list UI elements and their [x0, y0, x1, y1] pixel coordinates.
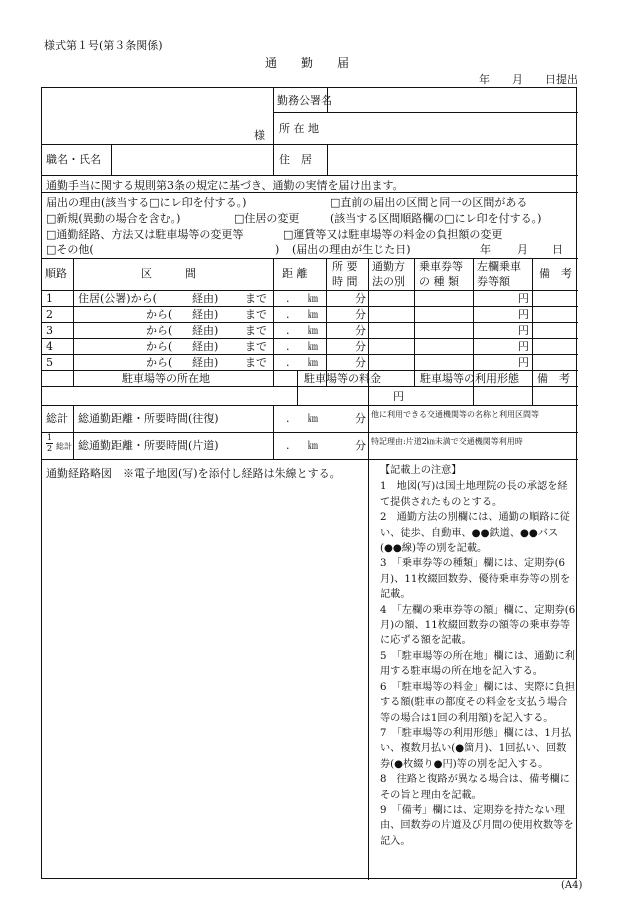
- header-section: 区 間: [141, 267, 196, 280]
- note-item: 2 通勤方法の別欄には、通勤の順路に従い、徒歩、自動車、●●鉄道、●●バス(●●線)等の別を記載。: [380, 512, 570, 555]
- row-distance-dot: .: [286, 340, 290, 353]
- note-item: 5 「駐車場等の所在地」欄には、通勤に利用する駐車場の所在地を記入する。: [380, 650, 575, 678]
- row-from: 住居(公署)から(: [78, 292, 157, 305]
- note-item: 3 「乗車券等の種類」欄には、定期券(6月)、11枚綴回数券、優待乗車券等の別を記載。: [380, 558, 571, 601]
- header-method-top: 通勤方: [372, 260, 405, 273]
- submission-date-line: 年 月 日提出: [479, 73, 578, 86]
- row-to: まで: [245, 324, 267, 337]
- declaration-text: 通勤手当に関する規則第3条の規定に基づき、通勤の実情を届け出ます。: [46, 179, 404, 192]
- note-item: 7 「駐車場等の利用形態」欄には、1月払い、複数月払い(●箇月)、1回払い、回数券(●枚綴り●円)等の別を記入する。: [380, 727, 572, 770]
- row-yen-unit: 円: [518, 308, 529, 321]
- header-time-bottom: 時 間: [332, 275, 358, 288]
- total-round-trip-desc: 総通勤距離・所要時間(往復): [78, 412, 219, 425]
- row-minute-unit: 分: [355, 308, 366, 321]
- half-distance-dot: .: [286, 439, 290, 452]
- route-map-area[interactable]: [43, 482, 366, 878]
- header-amount-bottom: 券等額: [477, 275, 510, 288]
- note-item: 9 「備考」欄には、定期券を持たない理由、回数券の片道及び月間の使用枚数等を記入。: [380, 804, 574, 847]
- row-km-unit: ㎞: [308, 310, 318, 321]
- row-to: まで: [245, 340, 267, 353]
- row-yen-unit: 円: [518, 356, 529, 369]
- row-via: 経由): [192, 292, 219, 305]
- header-method-bottom: 法の別: [372, 275, 405, 288]
- reason-date-month: 月: [517, 243, 528, 256]
- row-number: 1: [46, 292, 53, 305]
- parking-location-label: 駐車場等の所在地: [122, 372, 210, 385]
- name-label: 職名・氏名: [46, 153, 101, 166]
- half-km-unit: ㎞: [308, 441, 318, 452]
- row-via: 経由): [192, 324, 219, 337]
- row-from: から(: [146, 340, 173, 353]
- row-distance-dot: .: [286, 356, 290, 369]
- address-label: 住 居: [279, 153, 312, 166]
- row-km-unit: ㎞: [308, 342, 318, 353]
- row-from: から(: [146, 308, 173, 321]
- row-from: から(: [146, 356, 173, 369]
- note-item: 6 「駐車場等の料金」欄には、実際に負担する額(駐車の都度その料金を支払う場合等の場合は1回の利用額)を記入する。: [380, 681, 575, 724]
- row-yen-unit: 円: [518, 292, 529, 305]
- row-km-unit: ㎞: [308, 358, 318, 369]
- reason-new-checkbox[interactable]: □新規(異動の場合を含む。): [46, 212, 181, 225]
- row-number: 3: [46, 324, 53, 337]
- commute-notification-form: [41, 87, 577, 879]
- paper-size-label: (A4): [561, 880, 583, 891]
- reason-other-checkbox[interactable]: □その他(: [46, 243, 94, 256]
- row-via: 経由): [192, 340, 219, 353]
- header-ticket-top: 乗車券等: [419, 260, 463, 273]
- note-item: 1 地図(写)は国土地理院の長の承認を経て提供されたものとする。: [380, 481, 568, 508]
- notes-heading: 【記載上の注意】: [380, 465, 462, 476]
- reason-route-checkbox[interactable]: □通勤経路、方法又は駐車場等の変更等: [46, 228, 244, 241]
- sama-suffix: 様: [254, 129, 265, 142]
- header-distance: 距 離: [282, 267, 308, 280]
- row-minute-unit: 分: [355, 324, 366, 337]
- header-remarks: 備 考: [539, 267, 572, 280]
- reason-same-section-checkbox[interactable]: □直前の届出の区間と同一の区間がある: [330, 196, 528, 209]
- row-number: 2: [46, 308, 53, 321]
- row-number: 4: [46, 340, 53, 353]
- special-reason-label: 特記理由:片道2㎞未満で交通機関等利用時: [371, 437, 523, 446]
- reason-other-close: ): [275, 243, 280, 256]
- reason-heading: 届出の理由(該当する□にレ印を付する。): [46, 196, 247, 209]
- location-label: 所 在 地: [279, 122, 319, 135]
- row-minute-unit: 分: [355, 292, 366, 305]
- address-field[interactable]: [328, 145, 576, 174]
- row-number: 5: [46, 356, 53, 369]
- reason-residence-checkbox[interactable]: □住居の変更: [234, 212, 300, 225]
- parking-fee-yen-unit: 円: [393, 390, 404, 403]
- row-via: 経由): [192, 356, 219, 369]
- row-yen-unit: 円: [518, 340, 529, 353]
- header-order: 順路: [45, 267, 67, 280]
- row-distance-dot: .: [286, 324, 290, 337]
- reason-fare-change-checkbox[interactable]: □運賃等又は駐車場等の料金の負担額の変更: [283, 228, 503, 241]
- row-km-unit: ㎞: [308, 326, 318, 337]
- row-from: から(: [146, 324, 173, 337]
- half-total-label: 総計: [56, 442, 72, 451]
- row-to: まで: [245, 308, 267, 321]
- row-distance-dot: .: [286, 308, 290, 321]
- header-ticket-bottom: の 種 類: [419, 275, 459, 288]
- total-minute-unit: 分: [355, 412, 366, 425]
- half-fraction-denominator: 2: [47, 444, 53, 453]
- row-yen-unit: 円: [518, 324, 529, 337]
- row-to: まで: [245, 292, 267, 305]
- note-item: 4 「左欄の乗車券等の額」欄に、定期券(6月)の額、11枚綴回数券の額等の乗車券等に応ずる額を記載。: [380, 604, 576, 647]
- row-minute-unit: 分: [355, 356, 366, 369]
- form-number: 様式第１号(第３条関係): [44, 39, 163, 52]
- reason-date-day: 日: [552, 243, 563, 256]
- note-item: 8 往路と復路が異なる場合は、備考欄にその旨と理由を記載。: [380, 774, 570, 801]
- location-field[interactable]: [328, 113, 576, 143]
- row-minute-unit: 分: [355, 340, 366, 353]
- reason-same-section-note: (該当する区間順路欄の□にレ印を付する。): [330, 212, 542, 225]
- dept-label: 勤務公署名: [277, 94, 332, 107]
- parking-fee-label: 駐車場等の料金: [304, 372, 381, 385]
- parking-usage-label: 駐車場等の利用形態: [420, 372, 519, 385]
- half-minute-unit: 分: [355, 439, 366, 452]
- reason-date-year: 年: [480, 243, 491, 256]
- total-label: 総計: [46, 412, 68, 425]
- half-fraction-numerator: 1: [47, 433, 53, 442]
- other-transit-label: 他に利用できる交通機関等の名称と利用区間等: [371, 410, 539, 419]
- row-via: 経由): [192, 308, 219, 321]
- header-amount-top: 左欄乗車: [477, 260, 521, 273]
- parking-remarks-label: 備 考: [537, 372, 570, 385]
- header-time-top: 所 要: [332, 260, 358, 273]
- total-distance-dot: .: [286, 412, 290, 425]
- row-to: まで: [245, 356, 267, 369]
- row-distance-dot: .: [286, 292, 290, 305]
- filling-notes: [380, 463, 576, 849]
- dept-field[interactable]: [328, 89, 576, 111]
- total-one-way-desc: 総通勤距離・所要時間(片道): [78, 439, 219, 452]
- form-title: 通 勤 届: [265, 56, 350, 70]
- row-km-unit: ㎞: [308, 294, 318, 305]
- route-map-label: 通勤経路略図 ※電子地図(写)を添付し経路は朱線とする。: [46, 467, 341, 480]
- name-field[interactable]: [112, 145, 272, 174]
- reason-date-label: (届出の理由が生じた日): [292, 243, 411, 256]
- total-km-unit: ㎞: [308, 414, 318, 425]
